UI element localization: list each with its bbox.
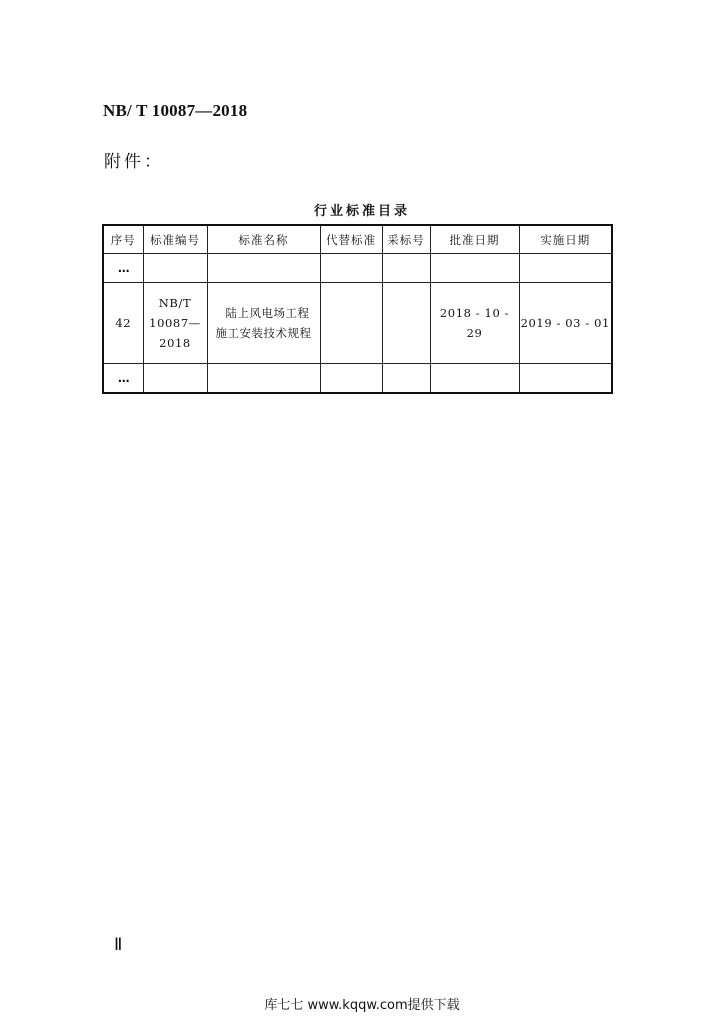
- header-replaced-standard: 代替标准: [320, 225, 382, 254]
- standard-name-line: 施工安装技术规程: [215, 326, 312, 340]
- header-effective-date: 实施日期: [519, 225, 612, 254]
- header-index: 序号: [103, 225, 143, 254]
- table-row: [103, 364, 612, 394]
- row-index: 42: [103, 283, 143, 364]
- download-footer: 库七七 www.kqqw.com提供下载: [264, 998, 460, 1013]
- standard-number-line: 2018: [159, 336, 191, 350]
- header-approval-date: 批准日期: [430, 225, 519, 254]
- row-adopted-number: [382, 283, 430, 364]
- table-header-row: [103, 225, 612, 254]
- table-row: [103, 254, 612, 283]
- table-row: [103, 283, 612, 364]
- attachment-label: 附件：: [104, 152, 164, 172]
- standard-number-line: 10087—: [149, 316, 201, 330]
- standard-name-line: 陆上风电场工程: [225, 306, 310, 320]
- row-standard-name: [207, 283, 320, 364]
- ellipsis-cell: …: [103, 364, 143, 394]
- standards-catalog-table: [102, 224, 613, 394]
- row-approval-date: 2018 - 10 - 29: [430, 283, 519, 364]
- row-replaced-standard: [320, 283, 382, 364]
- table-title: 行业标准目录: [313, 204, 410, 219]
- header-standard-name: 标准名称: [207, 225, 320, 254]
- page-number: Ⅱ: [114, 935, 123, 954]
- document-code: NB/ T 10087—2018: [103, 101, 248, 120]
- ellipsis-cell: …: [103, 254, 143, 283]
- standard-number-line: NB/T: [158, 296, 192, 310]
- row-standard-number: [143, 283, 207, 364]
- row-effective-date: 2019 - 03 - 01: [519, 283, 612, 364]
- header-adopted-number: 采标号: [382, 225, 430, 254]
- header-standard-number: 标准编号: [143, 225, 207, 254]
